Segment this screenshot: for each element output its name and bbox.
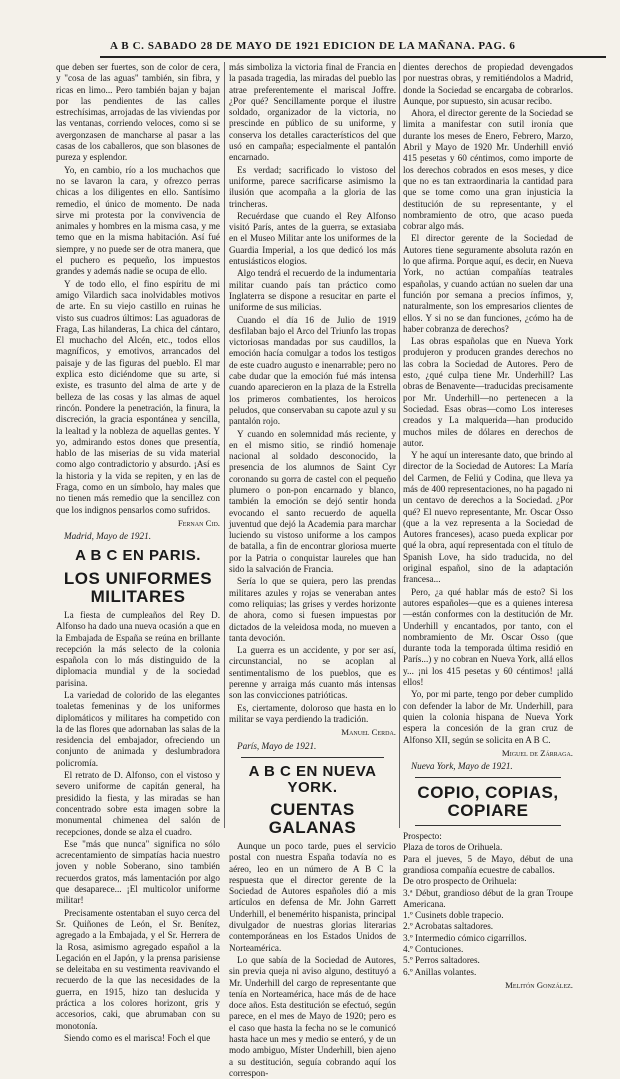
- paragraph: Ahora, el director gerente de la Sociedad se limita a manifestar con sutil ironía que durante los meses de Enero, Febrero, Marzo, Abril y Mayo de 1920 Mr. Underhill envió 415 pesetas y 60 céntimos, como importe de los derechos cobrados en esos meses, y dice que no es tan extraordinaria la cantidad para que se tome como una gran injusticia la destitución de su representante, y el nombramiento de otro, que acaso pueda cobrar algo más.: [403, 108, 573, 232]
- list-item: Plaza de toros de Orihuela.: [403, 842, 503, 853]
- paragraph: más simboliza la victoria final de Francia en la pasada tragedia, las miradas del pueblo las atrae preferentemente el mariscal Joffre. ¿Por qué? Sencillamente porque el ilustre soldado, organizador de la victoria, no prescinde en público de su uniforme, y conserva los detalles característicos del que usó en campaña; especialmente el pantalón encarnado.: [229, 62, 396, 163]
- paragraph: Y he aquí un interesante dato, que brindo al director de la Sociedad de Autores: La María del Carmen, de Feliú y Codina, que lleva ya más de 400 representaciones, no ha pagado ni un centavo de derechos a la Sociedad. ¿Por qué? El nuevo representante, Mr. Oscar Osso (que a la vez representa a la Sociedad de Autores franceses), acaso pueda explicar por qué la obra, aquí representada con el título de Spanish Love, ha sido traducida, no del original español, sino de la adaptación francesa...: [403, 450, 573, 585]
- list-item: De otro prospecto de Orihuela:: [403, 876, 517, 887]
- list-item: 5.º Perros saltadores.: [403, 955, 480, 966]
- column-middle: [229, 62, 396, 1078]
- signature: Manuel Cerda.: [341, 727, 396, 738]
- paragraph: Recuérdase que cuando el Rey Alfonso visitó París, antes de la guerra, se extasiaba en el Museo Militar ante los uniformes de la Guardia Imperial, a los que dedicó los más entusiásticos elogios.: [229, 210, 396, 267]
- list-item: 1.º Cusinets doble trapecio.: [403, 910, 504, 921]
- list-item: Prospecto:: [403, 831, 442, 842]
- paragraph: Aunque un poco tarde, pues el servicio postal con nuestra España todavía no es aéreo, leo en un número de A B C la respuesta que el director gerente de la Sociedad de Autores españoles dió a mis artículos en defensa de Mr. John Garrett Underhill, el benemérito hispanista, principal divulgador de nuestras glorias literarias contemporáneas en los Estados Unidos de Norteamérica.: [229, 841, 396, 953]
- paragraph: Precisamente ostentaban el suyo cerca del Sr. Quiñones de León, el Sr. Benítez, agregado a la Embajada, y el Sr. Herrera de la Rosa, asimismo agregado español a la Legación en el Japón, y la prensa parisiense se deleitaba en su vestimenta reavivando el recuerdo de la que las necesidades de la guerra, en 1915, hizo tan deslucida y práctica a los colores horizont, gris y accesorios, caki, que abrumaban con su monotonía.: [56, 907, 220, 1031]
- dateline: París, Mayo de 1921.: [237, 740, 317, 751]
- prospectus-list: [403, 831, 573, 978]
- paragraph: Cuando el día 16 de Julio de 1919 desfilaban bajo el Arco del Triunfo las tropas victoriosas mandadas por sus caudillos, la emoción hacía comulgar a todos los testigos de este cuadro augusto e inenarrable; pero no cabe dudar que la emoción fué más intensa cuando aparecieron en la plaza de la Estrella los primeros combatientes, los heroicos peludos, que conservaban su capote azul y su pantalón rojo.: [229, 314, 396, 427]
- paragraph: La guerra es un accidente, y por ser así, circunstancial, no se acoplan al sentimentalismo de los pueblos, que es perenne y arraiga más cuanto más intensas son las convicciones patrióticas.: [229, 645, 396, 701]
- column-right: [403, 62, 573, 990]
- paragraph: que deben ser fuertes, son de color de cera, y "cosa de las aguas" también, sin fibra, y ricas en limo... Pero también bajan y bajan por las pendientes de las calles estrechísimas, arrojadas de las viviendas por las ventanas, corriendo veloces, como si se avergonzasen de mancharse al pasar a las casas de los caballeros, que son blasones de pureza y esplendor.: [56, 62, 220, 163]
- section-rule: [241, 757, 384, 758]
- paragraph: El retrato de D. Alfonso, con el vistoso y severo uniforme de capitán general, ha presidido la fiesta, y las miradas se han concentrado sobre esta imagen sobre la monumental chimenea del salón de recepciones, donde se alza el cuadro.: [56, 770, 220, 837]
- column-divider: [224, 62, 225, 828]
- paragraph: Y cuando en solemnidad más reciente, y en el mismo sitio, se rindió homenaje nacional al soldado desconocido, la presencia de los alumnos de Saint Cyr coronando su gorra de castel con el pequeño plumero o pon-pon encarnado y blanco, también la emoción se dejó sentir honda evocando el santo recuerdo de aquella juventud que dejó la Academia para marchar luciendo su vistoso uniforme a los campos de batalla, a fin de encontrar gloriosa muerte por la Patria o conquistar laureles que han sido la salvación de Francia.: [229, 428, 396, 575]
- paragraph: Es verdad; sacrificado lo vistoso del uniforme, parece sacrificarse asimismo la ilusión que acompaña a la gloria de las trincheras.: [229, 164, 396, 209]
- paragraph: Las obras españolas que en Nueva York produjeron y producen grandes derechos no las cobra la Sociedad de Autores. Pero de esto, ¿qué culpa tiene Mr. Underhill? Las obras de Benavente—traducidas precisamente por Mr. Underhill—no pertenecen a la Sociedad. Esas obras—como Los intereses creados y La malquerida—han producido muchos miles de dólares en derechos de autor.: [403, 336, 573, 448]
- signature: Melitón González.: [505, 979, 573, 990]
- list-item: 6.º Anillas volantes.: [403, 966, 477, 977]
- headline-cuentas: CUENTAS GALANAS: [268, 800, 357, 838]
- paragraph: Siendo como es el marisca! Foch el que: [64, 1032, 211, 1043]
- list-item: 4.º Contuciones.: [403, 944, 464, 955]
- dateline: Madrid, Mayo de 1921.: [64, 531, 152, 542]
- paragraph: El director gerente de la Sociedad de Autores tiene seguramente absoluta razón en lo que afirma. Porque aquí, es decir, en Nueva York, no actúan compañías teatrales españolas, y cuando actúan no suelen dar una función por semana a precios ínfimos, y, naturalmente, son los empresarios clientes de ellos. Y si no se dan funciones, ¿cómo ha de haber cobranza de derechos?: [403, 233, 573, 334]
- column-divider: [399, 62, 400, 828]
- list-item: 2.º Acrobatas saltadores.: [403, 921, 494, 932]
- paragraph: Lo que sabía de la Sociedad de Autores, sin previa queja ni aviso alguno, destituyó a Mr. Underhill del cargo de representante que tenía en Norteamérica, hace más de de hace doce años. Esta destitución se efectuó, según parece, en el mes de Mayo de 1920; pero es el caso que hasta la fecha no se le comunicó hasta hace un mes y medio se enteró, y de un modo ambiguo, Míster Underhill, bien ajeno a su destitución, seguía cobrando aquí los correspon-: [229, 954, 396, 1078]
- headline-copio: COPIO, COPIAS, COPIARE: [417, 783, 559, 821]
- paragraph: dientes derechos de propiedad devengados por nuestras obras, y remitiéndolos a Madrid, donde la Sociedad se encargaba de cobrarlos. Aunque, por supuesto, sin acusar recibo.: [403, 62, 573, 106]
- section-rule: [415, 825, 561, 826]
- paragraph: Ese "más que nunca" significa no sólo acrecentamiento de simpatías hacia nuestro joven y noble Soberano, sino también recuerdos gratos, más lamentación por algo que desaparece... ¡El multicolor uniforme militar!: [56, 838, 220, 906]
- list-item: 3.º Intermedio cómico cigarrillos.: [403, 932, 527, 943]
- signature: Miguel de Zárraga.: [501, 747, 573, 758]
- paragraph: La variedad de colorido de las elegantes toaletas femeninas y de los uniformes diplomáticos y militares ha competido con la de las flores que adornaban las salas de la residencia del embajador, ofreciendo un conjunto de animada y deslumbradora policromía.: [56, 689, 220, 768]
- headline-nueva-york: A B C EN NUEVA YORK.: [248, 762, 377, 796]
- header-rule: [100, 56, 606, 58]
- list-item: 3.ª Début, grandioso début de la gran Troupe Americana.: [403, 887, 573, 909]
- paragraph: Y de todo ello, el fino espíritu de mi amigo Vilardich saca inolvidables motivos de arte. En su viejo castillo en ruinas he visto sus cuadros últimos: Las aguadoras de Fraga, Las hilanderas, La chica del cántaro, El muchacho del Alcén, etc., todos ellos magníficos, y emotivos, arrancados del paisaje y de las figuras del pueblo. El mar explica esto diciéndome que su arte, si existe, es trasunto del alma de arte y de belleza de las cosas y las almas de aquel rincón. Pondere la penetración, la finura, la discreción, la gracia espontánea y sencilla, la lealtad y la nobleza de aquellas gentes. Y yo, admirando estos dones que presentía, hablo de las miserias de su vida material como algo contradictorio y absurdo. ¡Así es la historia y la vida se repiten, y en las de Fraga, como en un símbolo, hay males que no tienen más remedio que la sencillez con que los indignos pensarlos como sufridos.: [56, 278, 220, 515]
- paragraph: Yo, por mi parte, tengo por deber cumplido con defender la labor de Mr. Underhill, para quien la colonia hispana de Nueva York espera la concesión de la gran cruz de Alfonso XII, según se solicita en A B C.: [403, 689, 573, 745]
- section-rule: [415, 777, 561, 778]
- list-item: Para el jueves, 5 de Mayo, début de una grandiosa compañía ecuestre de caballos.: [403, 853, 573, 875]
- paragraph: Algo tendrá el recuerdo de la indumentaria militar cuando país tan práctico como Inglaterra se dispone a resucitar en parte el uniforme de sus milicias.: [229, 268, 396, 313]
- paragraph: Pero, ¿a qué hablar más de esto? Si los autores españoles—que es a quienes interesa—están conformes con la destitución de Mr. Underhill y encantados, por tanto, con el nombramiento de Mr. Oscar Osso (que durante toda la temporada última residió en París...) y no cobran en Nueva York, allá ellos y... ¡ni los 415 pesetas y 60 céntimos! ¡allá ellos!: [403, 586, 573, 688]
- paragraph: Yo, en cambio, río a los muchachos que no se lavaron la cara, y ofrezco perras chicas a los diligentes en ello. Santísimo remedio, el único de momento. De nada sirve mi protesta por la convivencia de animales y hombres en la misma casa, y me temo que en la misma habitación. Así fué siempre, y no puede ser de otra manera, que el puchero es pequeño, los impuestos grandes y además nadie se ocupa de ello.: [56, 164, 220, 277]
- page-header: A B C. SABADO 28 DE MAYO DE 1921 EDICION DE LA MAÑANA. PAG. 6: [110, 40, 516, 52]
- dateline: Nueva York, Mayo de 1921.: [411, 761, 513, 772]
- paragraph: Sería lo que se quiera, pero las prendas militares azules y rojas se veneraban antes como reliquias; las grises y verdes horizonte de ahora, como si fuesen impuestas por dictados de la veleidosa moda, no mueven a tanta devoción.: [229, 576, 396, 643]
- signature: Fernan Cid.: [177, 517, 220, 528]
- paragraph: La fiesta de cumpleaños del Rey D. Alfonso ha dado una nueva ocasión a que en la Embajada de España se reúna en brillante recepción la más selecto de la colonia española con lo más distinguido de la diplomacia mundial y de la sociedad parisina.: [56, 609, 220, 688]
- headline-paris: A B C EN PARIS.: [75, 547, 201, 565]
- column-left: [56, 62, 220, 1043]
- headline-uniformes: LOS UNIFORMES MILITARES: [63, 569, 213, 607]
- paragraph: Es, ciertamente, doloroso que hasta en lo militar se vaya perdiendo la tradición.: [229, 702, 396, 724]
